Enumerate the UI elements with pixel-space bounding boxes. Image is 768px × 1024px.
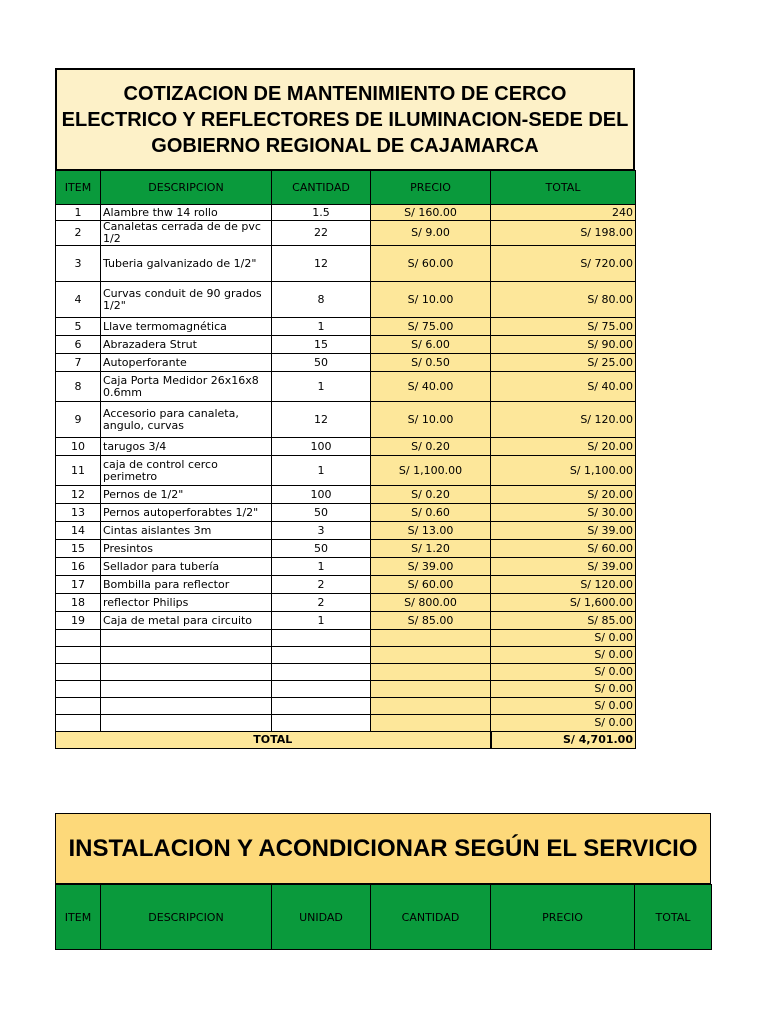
row-quantity bbox=[272, 715, 371, 732]
row-total: S/ 30.00 bbox=[491, 504, 636, 522]
row-quantity: 12 bbox=[272, 402, 371, 438]
install-header-total: TOTAL bbox=[635, 885, 712, 950]
row-description: Sellador para tubería bbox=[101, 558, 272, 576]
install-header-description: DESCRIPCION bbox=[101, 885, 272, 950]
row-quantity: 50 bbox=[272, 354, 371, 372]
row-price: S/ 800.00 bbox=[371, 594, 491, 612]
row-item: 18 bbox=[56, 594, 101, 612]
row-total: S/ 40.00 bbox=[491, 372, 636, 402]
row-quantity: 100 bbox=[272, 486, 371, 504]
row-item: 7 bbox=[56, 354, 101, 372]
row-price: S/ 39.00 bbox=[371, 558, 491, 576]
install-table-title: INSTALACION Y ACONDICIONAR SEGÚN EL SERVICIO bbox=[55, 813, 711, 884]
quote-table-title: COTIZACION DE MANTENIMIENTO DE CERCO ELECTRICO Y REFLECTORES DE ILUMINACION-SEDE DEL GOBIERNO REGIONAL DE CAJAMARCA bbox=[55, 68, 635, 170]
table-row bbox=[56, 372, 636, 402]
row-description: Tuberia galvanizado de 1/2" bbox=[101, 246, 272, 282]
row-price: S/ 10.00 bbox=[371, 282, 491, 318]
row-total: S/ 1,100.00 bbox=[491, 456, 636, 486]
row-quantity: 1 bbox=[272, 318, 371, 336]
row-quantity: 15 bbox=[272, 336, 371, 354]
row-description: Caja Porta Medidor 26x16x8 0.6mm bbox=[101, 372, 272, 402]
row-description: caja de control cerco perimetro bbox=[101, 456, 272, 486]
row-price bbox=[371, 664, 491, 681]
row-item: 10 bbox=[56, 438, 101, 456]
row-price: S/ 75.00 bbox=[371, 318, 491, 336]
row-description bbox=[101, 647, 272, 664]
table-row bbox=[56, 336, 636, 354]
row-price: S/ 0.20 bbox=[371, 438, 491, 456]
install-header-price: PRECIO bbox=[491, 885, 635, 950]
row-price bbox=[371, 681, 491, 698]
row-price: S/ 0.50 bbox=[371, 354, 491, 372]
row-quantity: 1 bbox=[272, 372, 371, 402]
row-item: 19 bbox=[56, 612, 101, 630]
row-item: 14 bbox=[56, 522, 101, 540]
row-total: S/ 39.00 bbox=[491, 558, 636, 576]
table-row bbox=[56, 456, 636, 486]
row-quantity: 12 bbox=[272, 246, 371, 282]
row-description: Curvas conduit de 90 grados 1/2" bbox=[101, 282, 272, 318]
row-price: S/ 9.00 bbox=[371, 221, 491, 246]
table-row bbox=[56, 282, 636, 318]
table-row bbox=[56, 318, 636, 336]
row-price: S/ 40.00 bbox=[371, 372, 491, 402]
row-total: S/ 720.00 bbox=[491, 246, 636, 282]
quote-header-row bbox=[56, 171, 636, 205]
row-total: S/ 20.00 bbox=[491, 486, 636, 504]
quote-table bbox=[55, 68, 635, 749]
row-price: S/ 60.00 bbox=[371, 576, 491, 594]
row-quantity: 2 bbox=[272, 576, 371, 594]
row-price: S/ 1.20 bbox=[371, 540, 491, 558]
row-total: S/ 39.00 bbox=[491, 522, 636, 540]
row-item bbox=[56, 715, 101, 732]
empty-row bbox=[56, 664, 636, 681]
footer-total-sum: S/ 4,701.00 bbox=[491, 732, 636, 749]
row-description: Abrazadera Strut bbox=[101, 336, 272, 354]
row-description: Caja de metal para circuito bbox=[101, 612, 272, 630]
row-total: 240 bbox=[491, 205, 636, 221]
row-price: S/ 85.00 bbox=[371, 612, 491, 630]
row-total: S/ 20.00 bbox=[491, 438, 636, 456]
row-description: Pernos de 1/2" bbox=[101, 486, 272, 504]
row-quantity bbox=[272, 630, 371, 647]
row-item bbox=[56, 647, 101, 664]
row-quantity: 1 bbox=[272, 612, 371, 630]
quote-body bbox=[56, 205, 636, 732]
row-quantity: 2 bbox=[272, 594, 371, 612]
table-row bbox=[56, 612, 636, 630]
install-table bbox=[55, 813, 711, 950]
row-description: reflector Philips bbox=[101, 594, 272, 612]
table-row bbox=[56, 594, 636, 612]
empty-row bbox=[56, 647, 636, 664]
row-quantity: 1.5 bbox=[272, 205, 371, 221]
row-description: Presintos bbox=[101, 540, 272, 558]
row-item bbox=[56, 664, 101, 681]
row-item bbox=[56, 630, 101, 647]
install-grid bbox=[55, 884, 712, 950]
header-item: ITEM bbox=[56, 171, 101, 205]
header-description: DESCRIPCION bbox=[101, 171, 272, 205]
row-description bbox=[101, 681, 272, 698]
row-quantity: 100 bbox=[272, 438, 371, 456]
row-item: 4 bbox=[56, 282, 101, 318]
row-description bbox=[101, 664, 272, 681]
row-item: 12 bbox=[56, 486, 101, 504]
row-quantity: 8 bbox=[272, 282, 371, 318]
row-description bbox=[101, 630, 272, 647]
quote-grid bbox=[55, 170, 636, 749]
row-description: Llave termomagnética bbox=[101, 318, 272, 336]
row-total: S/ 0.00 bbox=[491, 647, 636, 664]
row-quantity: 1 bbox=[272, 558, 371, 576]
row-description bbox=[101, 715, 272, 732]
header-quantity: CANTIDAD bbox=[272, 171, 371, 205]
row-quantity: 22 bbox=[272, 221, 371, 246]
row-quantity bbox=[272, 664, 371, 681]
row-description: Accesorio para canaleta, angulo, curvas bbox=[101, 402, 272, 438]
table-row bbox=[56, 576, 636, 594]
empty-row bbox=[56, 715, 636, 732]
row-price: S/ 160.00 bbox=[371, 205, 491, 221]
row-item: 1 bbox=[56, 205, 101, 221]
row-price: S/ 1,100.00 bbox=[371, 456, 491, 486]
row-price: S/ 0.60 bbox=[371, 504, 491, 522]
row-total: S/ 120.00 bbox=[491, 402, 636, 438]
row-price bbox=[371, 715, 491, 732]
table-row bbox=[56, 540, 636, 558]
row-description: Alambre thw 14 rollo bbox=[101, 205, 272, 221]
row-total: S/ 85.00 bbox=[491, 612, 636, 630]
row-item: 5 bbox=[56, 318, 101, 336]
row-quantity bbox=[272, 698, 371, 715]
row-total: S/ 60.00 bbox=[491, 540, 636, 558]
table-row bbox=[56, 246, 636, 282]
row-price: S/ 60.00 bbox=[371, 246, 491, 282]
row-description: Pernos autoperforabtes 1/2" bbox=[101, 504, 272, 522]
footer-total-label: TOTAL bbox=[56, 732, 491, 749]
row-total: S/ 0.00 bbox=[491, 715, 636, 732]
row-item: 17 bbox=[56, 576, 101, 594]
row-price bbox=[371, 698, 491, 715]
empty-row bbox=[56, 681, 636, 698]
row-quantity bbox=[272, 647, 371, 664]
quote-footer-row bbox=[56, 732, 636, 749]
row-quantity: 50 bbox=[272, 540, 371, 558]
row-total: S/ 0.00 bbox=[491, 630, 636, 647]
row-description: Bombilla para reflector bbox=[101, 576, 272, 594]
row-item: 9 bbox=[56, 402, 101, 438]
row-price bbox=[371, 630, 491, 647]
row-total: S/ 120.00 bbox=[491, 576, 636, 594]
row-quantity: 1 bbox=[272, 456, 371, 486]
table-row bbox=[56, 205, 636, 221]
table-row bbox=[56, 354, 636, 372]
row-price: S/ 10.00 bbox=[371, 402, 491, 438]
row-item: 15 bbox=[56, 540, 101, 558]
empty-row bbox=[56, 698, 636, 715]
row-item: 11 bbox=[56, 456, 101, 486]
table-row bbox=[56, 221, 636, 246]
row-description bbox=[101, 698, 272, 715]
install-header-item: ITEM bbox=[56, 885, 101, 950]
table-row bbox=[56, 558, 636, 576]
install-header-unit: UNIDAD bbox=[272, 885, 371, 950]
empty-row bbox=[56, 630, 636, 647]
row-total: S/ 90.00 bbox=[491, 336, 636, 354]
row-total: S/ 0.00 bbox=[491, 681, 636, 698]
install-header-row bbox=[56, 885, 712, 950]
row-total: S/ 198.00 bbox=[491, 221, 636, 246]
row-total: S/ 25.00 bbox=[491, 354, 636, 372]
row-description: tarugos 3/4 bbox=[101, 438, 272, 456]
row-description: Autoperforante bbox=[101, 354, 272, 372]
install-header-quantity: CANTIDAD bbox=[371, 885, 491, 950]
table-row bbox=[56, 402, 636, 438]
row-total: S/ 80.00 bbox=[491, 282, 636, 318]
row-quantity: 50 bbox=[272, 504, 371, 522]
table-row bbox=[56, 522, 636, 540]
table-row bbox=[56, 486, 636, 504]
row-total: S/ 0.00 bbox=[491, 698, 636, 715]
row-item bbox=[56, 698, 101, 715]
table-row bbox=[56, 438, 636, 456]
row-quantity: 3 bbox=[272, 522, 371, 540]
row-item bbox=[56, 681, 101, 698]
row-total: S/ 0.00 bbox=[491, 664, 636, 681]
row-total: S/ 75.00 bbox=[491, 318, 636, 336]
row-price: S/ 6.00 bbox=[371, 336, 491, 354]
table-row bbox=[56, 504, 636, 522]
row-item: 3 bbox=[56, 246, 101, 282]
header-total: TOTAL bbox=[491, 171, 636, 205]
row-item: 6 bbox=[56, 336, 101, 354]
row-item: 13 bbox=[56, 504, 101, 522]
row-item: 2 bbox=[56, 221, 101, 246]
row-total: S/ 1,600.00 bbox=[491, 594, 636, 612]
row-price: S/ 13.00 bbox=[371, 522, 491, 540]
row-item: 8 bbox=[56, 372, 101, 402]
header-price: PRECIO bbox=[371, 171, 491, 205]
row-quantity bbox=[272, 681, 371, 698]
row-description: Cintas aislantes 3m bbox=[101, 522, 272, 540]
row-item: 16 bbox=[56, 558, 101, 576]
row-price: S/ 0.20 bbox=[371, 486, 491, 504]
row-description: Canaletas cerrada de de pvc 1/2 bbox=[101, 221, 272, 246]
row-price bbox=[371, 647, 491, 664]
